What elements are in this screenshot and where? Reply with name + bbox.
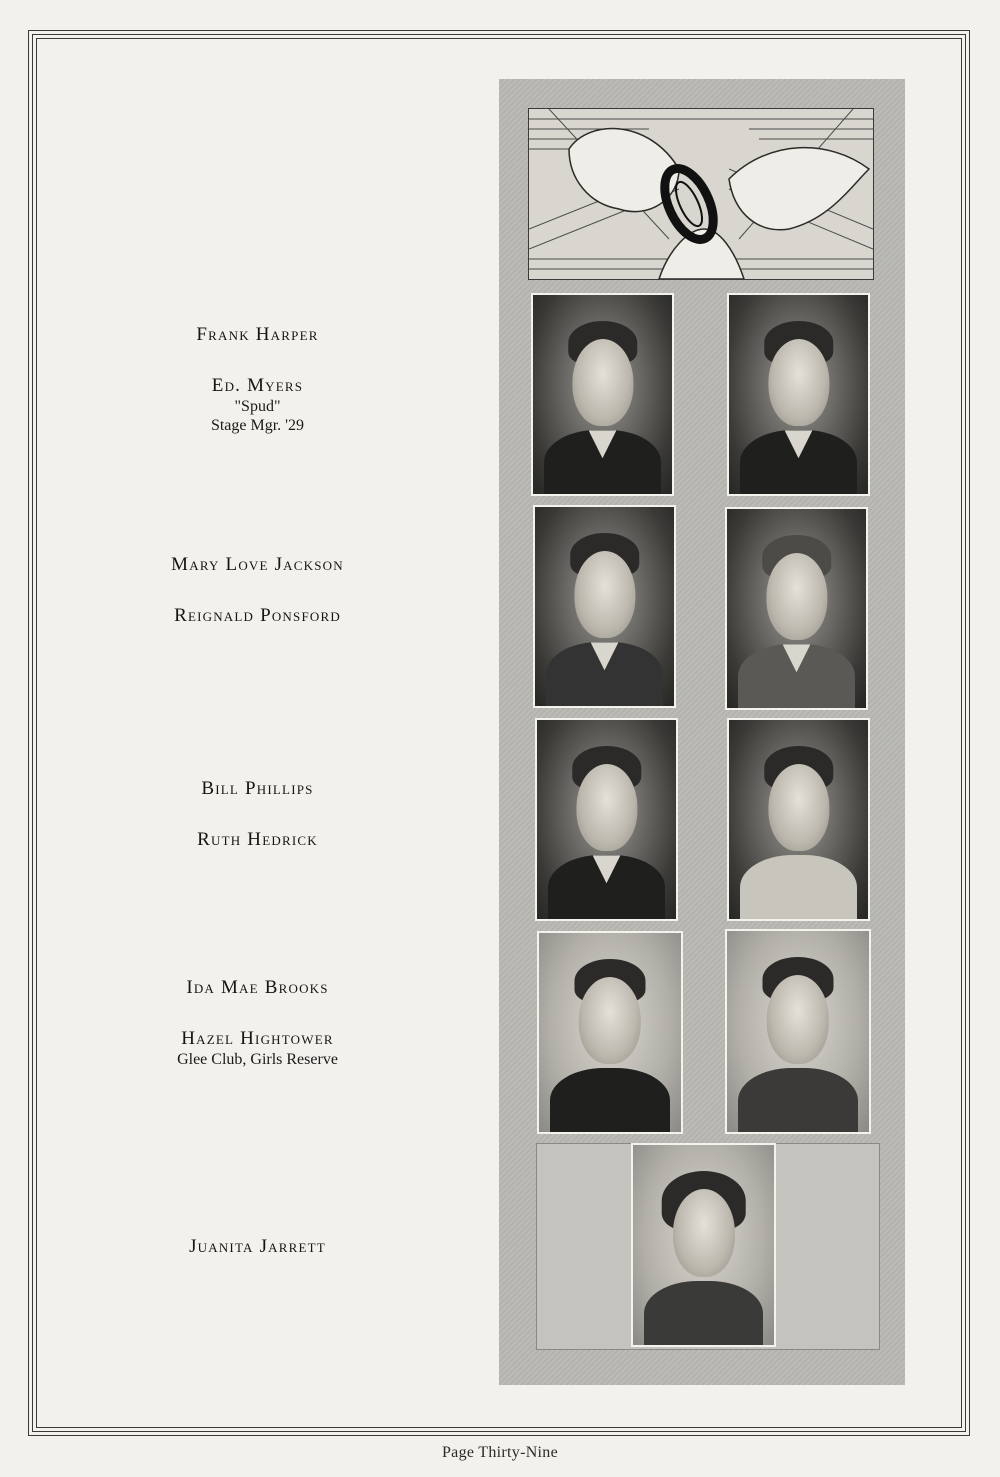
entry-name: Mary Love Jackson [171, 554, 344, 575]
entry-ruth-hedrick [60, 829, 455, 851]
portrait-photo [725, 507, 868, 710]
entry-name: Frank Harper [196, 324, 319, 345]
entry-ida-mae-brooks [60, 977, 455, 999]
entry-juanita-jarrett [60, 1236, 455, 1258]
entry-name: Juanita Jarrett [189, 1236, 326, 1257]
winged-wheel-emblem [528, 108, 874, 280]
portrait-photo [631, 1143, 776, 1347]
entry-activity: Glee Club, Girls Reserve [177, 1051, 338, 1068]
entry-name: Hazel Hightower [181, 1028, 334, 1049]
entry-activity: Stage Mgr. '29 [210, 417, 305, 434]
entry-name: Ed. Myers [211, 375, 304, 396]
entry-ed-myers [60, 375, 455, 435]
entry-bill-phillips [60, 778, 455, 800]
entry-hazel-hightower [60, 1028, 455, 1069]
entry-name: Ruth Hedrick [197, 829, 318, 850]
entry-nickname: "Spud" [234, 398, 281, 415]
entry-name: Ida Mae Brooks [186, 977, 329, 998]
entry-mary-love-jackson [60, 554, 455, 576]
entry-frank-harper [60, 324, 455, 346]
winged-wheel-icon [529, 109, 873, 279]
entry-reignald-ponsford [60, 605, 455, 627]
portrait-photo [727, 718, 870, 921]
portrait-photo [535, 718, 678, 921]
portrait-photo [537, 931, 683, 1134]
portrait-photo [531, 293, 674, 496]
portrait-photo [727, 293, 870, 496]
entry-name: Bill Phillips [201, 778, 314, 799]
portrait-photo [533, 505, 676, 708]
page-number: Page Thirty-Nine [441, 1444, 559, 1461]
portrait-photo [725, 929, 871, 1134]
entry-name: Reignald Ponsford [174, 605, 341, 626]
